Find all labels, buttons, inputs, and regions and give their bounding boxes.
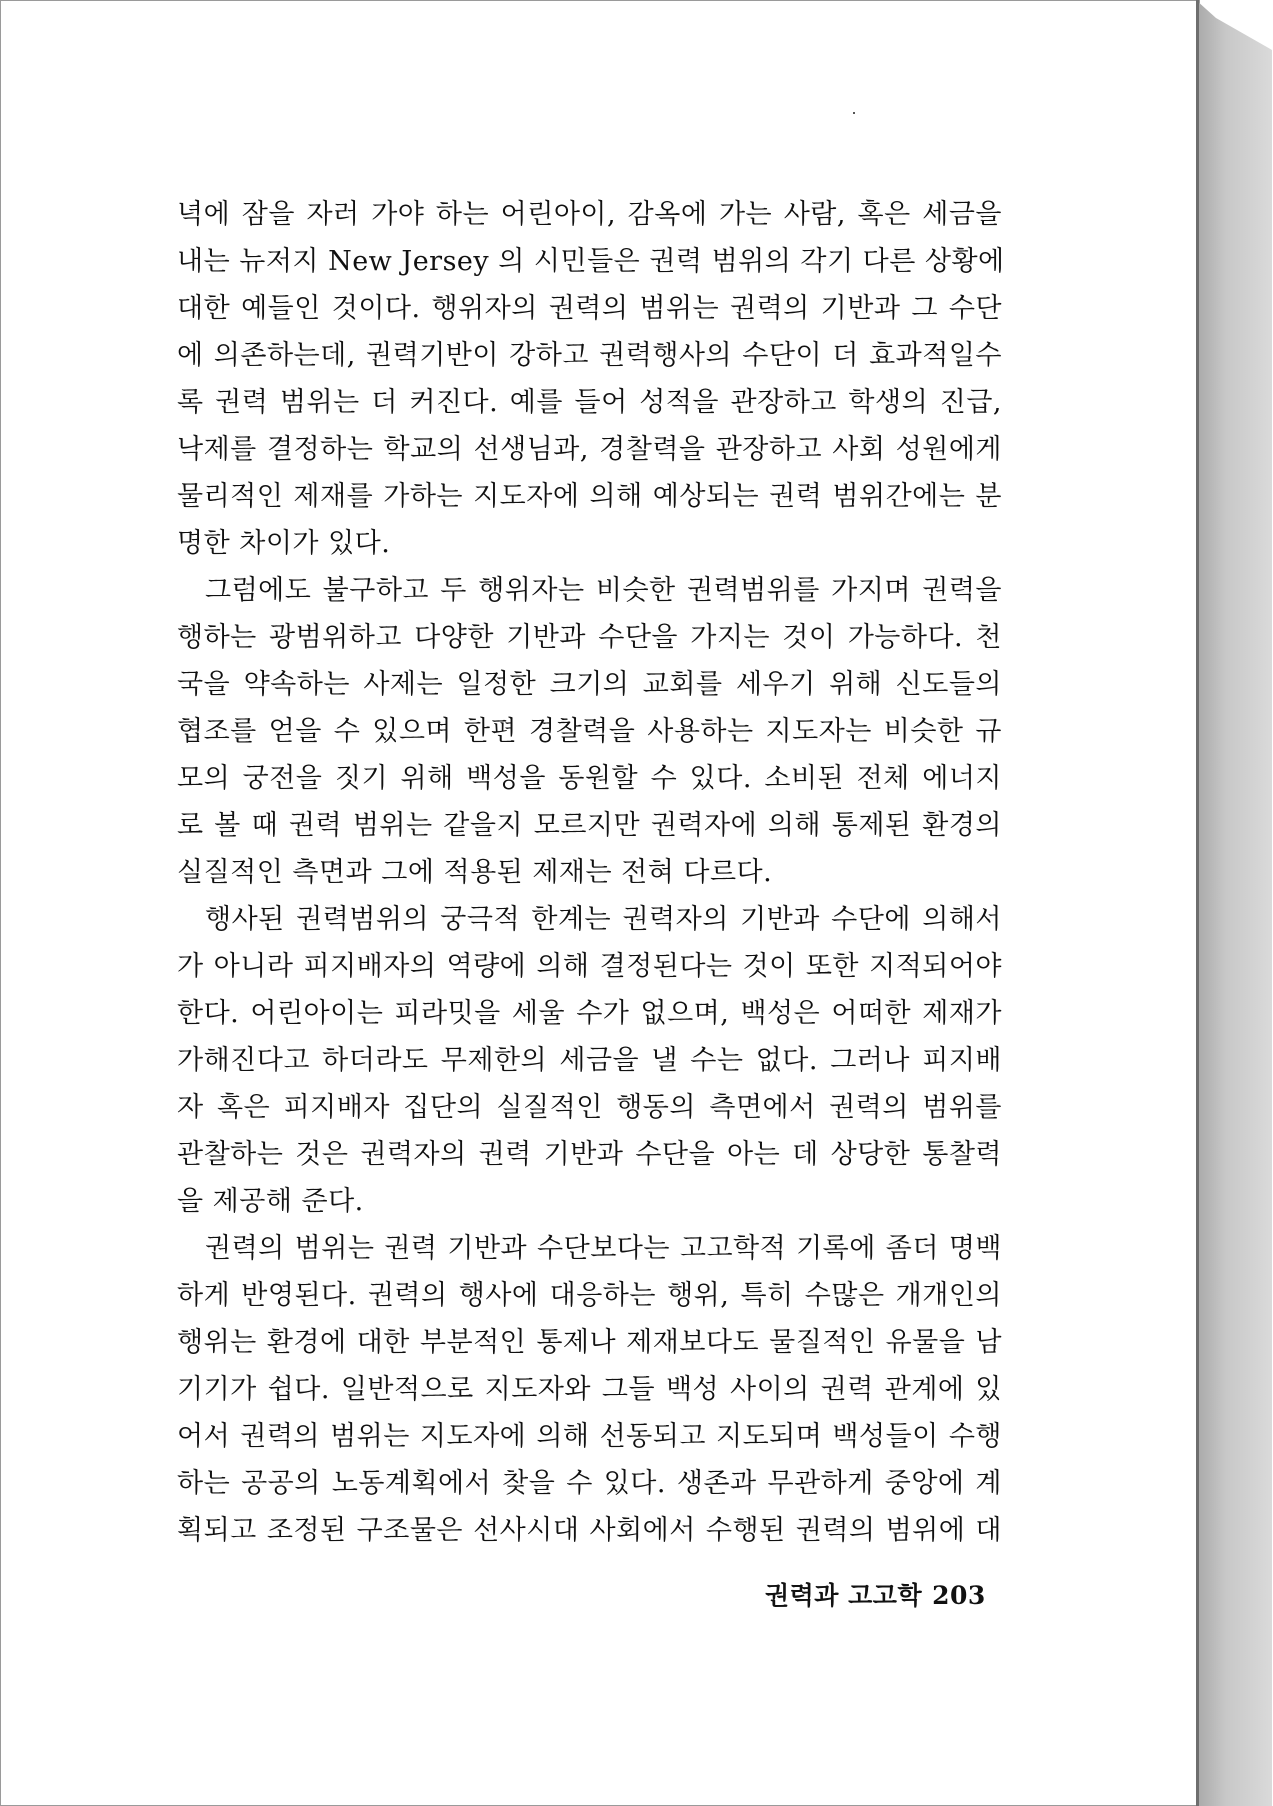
text-line: 가 아니라 피지배자의 역량에 의해 결정된다는 것이 또한 지적되어야	[177, 951, 1002, 982]
text-line: 그럼에도 불구하고 두 행위자는 비슷한 권력범위를 가지며 권력을	[205, 575, 1002, 606]
page-edge-shadow	[1196, 0, 1199, 1806]
text-line: 권력의 범위는 권력 기반과 수단보다는 고고학적 기록에 좀더 명백	[205, 1233, 1002, 1264]
text-line: 가해진다고 하더라도 무제한의 세금을 낼 수는 없다. 그러나 피지배	[177, 1045, 1002, 1076]
scan-speck	[853, 112, 855, 114]
text-line: 모의 궁전을 짓기 위해 백성을 동원할 수 있다. 소비된 전체 에너지	[177, 763, 1002, 794]
page-footer	[765, 1576, 986, 1612]
text-line: 행하는 광범위하고 다양한 기반과 수단을 가지는 것이 가능하다. 천	[177, 622, 1002, 653]
text-line: 하게 반영된다. 권력의 행사에 대응하는 행위, 특히 수많은 개개인의	[177, 1280, 1002, 1311]
text-line: 관찰하는 것은 권력자의 권력 기반과 수단을 아는 데 상당한 통찰력	[177, 1139, 1002, 1170]
text-line: 행위는 환경에 대한 부분적인 통제나 제재보다도 물질적인 유물을 남	[177, 1327, 1002, 1358]
text-line: 실질적인 측면과 그에 적용된 제재는 전혀 다르다.	[177, 857, 773, 888]
body-text	[177, 191, 1005, 1554]
text-line: 하는 공공의 노동계획에서 찾을 수 있다. 생존과 무관하게 중앙에 계	[177, 1468, 1002, 1499]
text-line: 내는 뉴저지 New Jersey 의 시민들은 권력 범위의 각기 다른 상황에	[177, 246, 1005, 277]
text-line: 명한 차이가 있다.	[177, 528, 391, 559]
page-number: 203	[932, 1581, 986, 1610]
text-line: 록 권력 범위는 더 커진다. 예를 들어 성적을 관장하고 학생의 진급,	[177, 387, 1002, 418]
text-line: 행사된 권력범위의 궁극적 한계는 권력자의 기반과 수단에 의해서	[205, 904, 1002, 935]
text-line: 자 혹은 피지배자 집단의 실질적인 행동의 측면에서 권력의 범위를	[177, 1092, 1002, 1123]
text-line: 어서 권력의 범위는 지도자에 의해 선동되고 지도되며 백성들이 수행	[177, 1421, 1002, 1452]
text-line: 대한 예들인 것이다. 행위자의 권력의 범위는 권력의 기반과 그 수단	[177, 293, 1002, 324]
text-line: 협조를 얻을 수 있으며 한편 경찰력을 사용하는 지도자는 비슷한 규	[177, 716, 1002, 747]
text-line: 녁에 잠을 자러 가야 하는 어린아이, 감옥에 가는 사람, 혹은 세금을	[177, 199, 1002, 230]
text-line: 물리적인 제재를 가하는 지도자에 의해 예상되는 권력 범위간에는 분	[177, 481, 1002, 512]
running-title: 권력과 고고학	[765, 1581, 923, 1610]
text-line: 낙제를 결정하는 학교의 선생님과, 경찰력을 관장하고 사회 성원에게	[177, 434, 1002, 465]
page-stack-edge	[1196, 0, 1272, 1806]
text-line: 기기가 쉽다. 일반적으로 지도자와 그들 백성 사이의 권력 관계에 있	[177, 1374, 1002, 1405]
text-line: 로 볼 때 권력 범위는 같을지 모르지만 권력자에 의해 통제된 환경의	[177, 810, 1002, 841]
text-line: 국을 약속하는 사제는 일정한 크기의 교회를 세우기 위해 신도들의	[177, 669, 1002, 700]
text-line: 에 의존하는데, 권력기반이 강하고 권력행사의 수단이 더 효과적일수	[177, 340, 1002, 371]
text-line: 을 제공해 준다.	[177, 1186, 364, 1217]
text-line: 한다. 어린아이는 피라밋을 세울 수가 없으며, 백성은 어떠한 제재가	[177, 998, 1002, 1029]
text-line: 획되고 조정된 구조물은 선사시대 사회에서 수행된 권력의 범위에 대	[177, 1515, 1002, 1546]
